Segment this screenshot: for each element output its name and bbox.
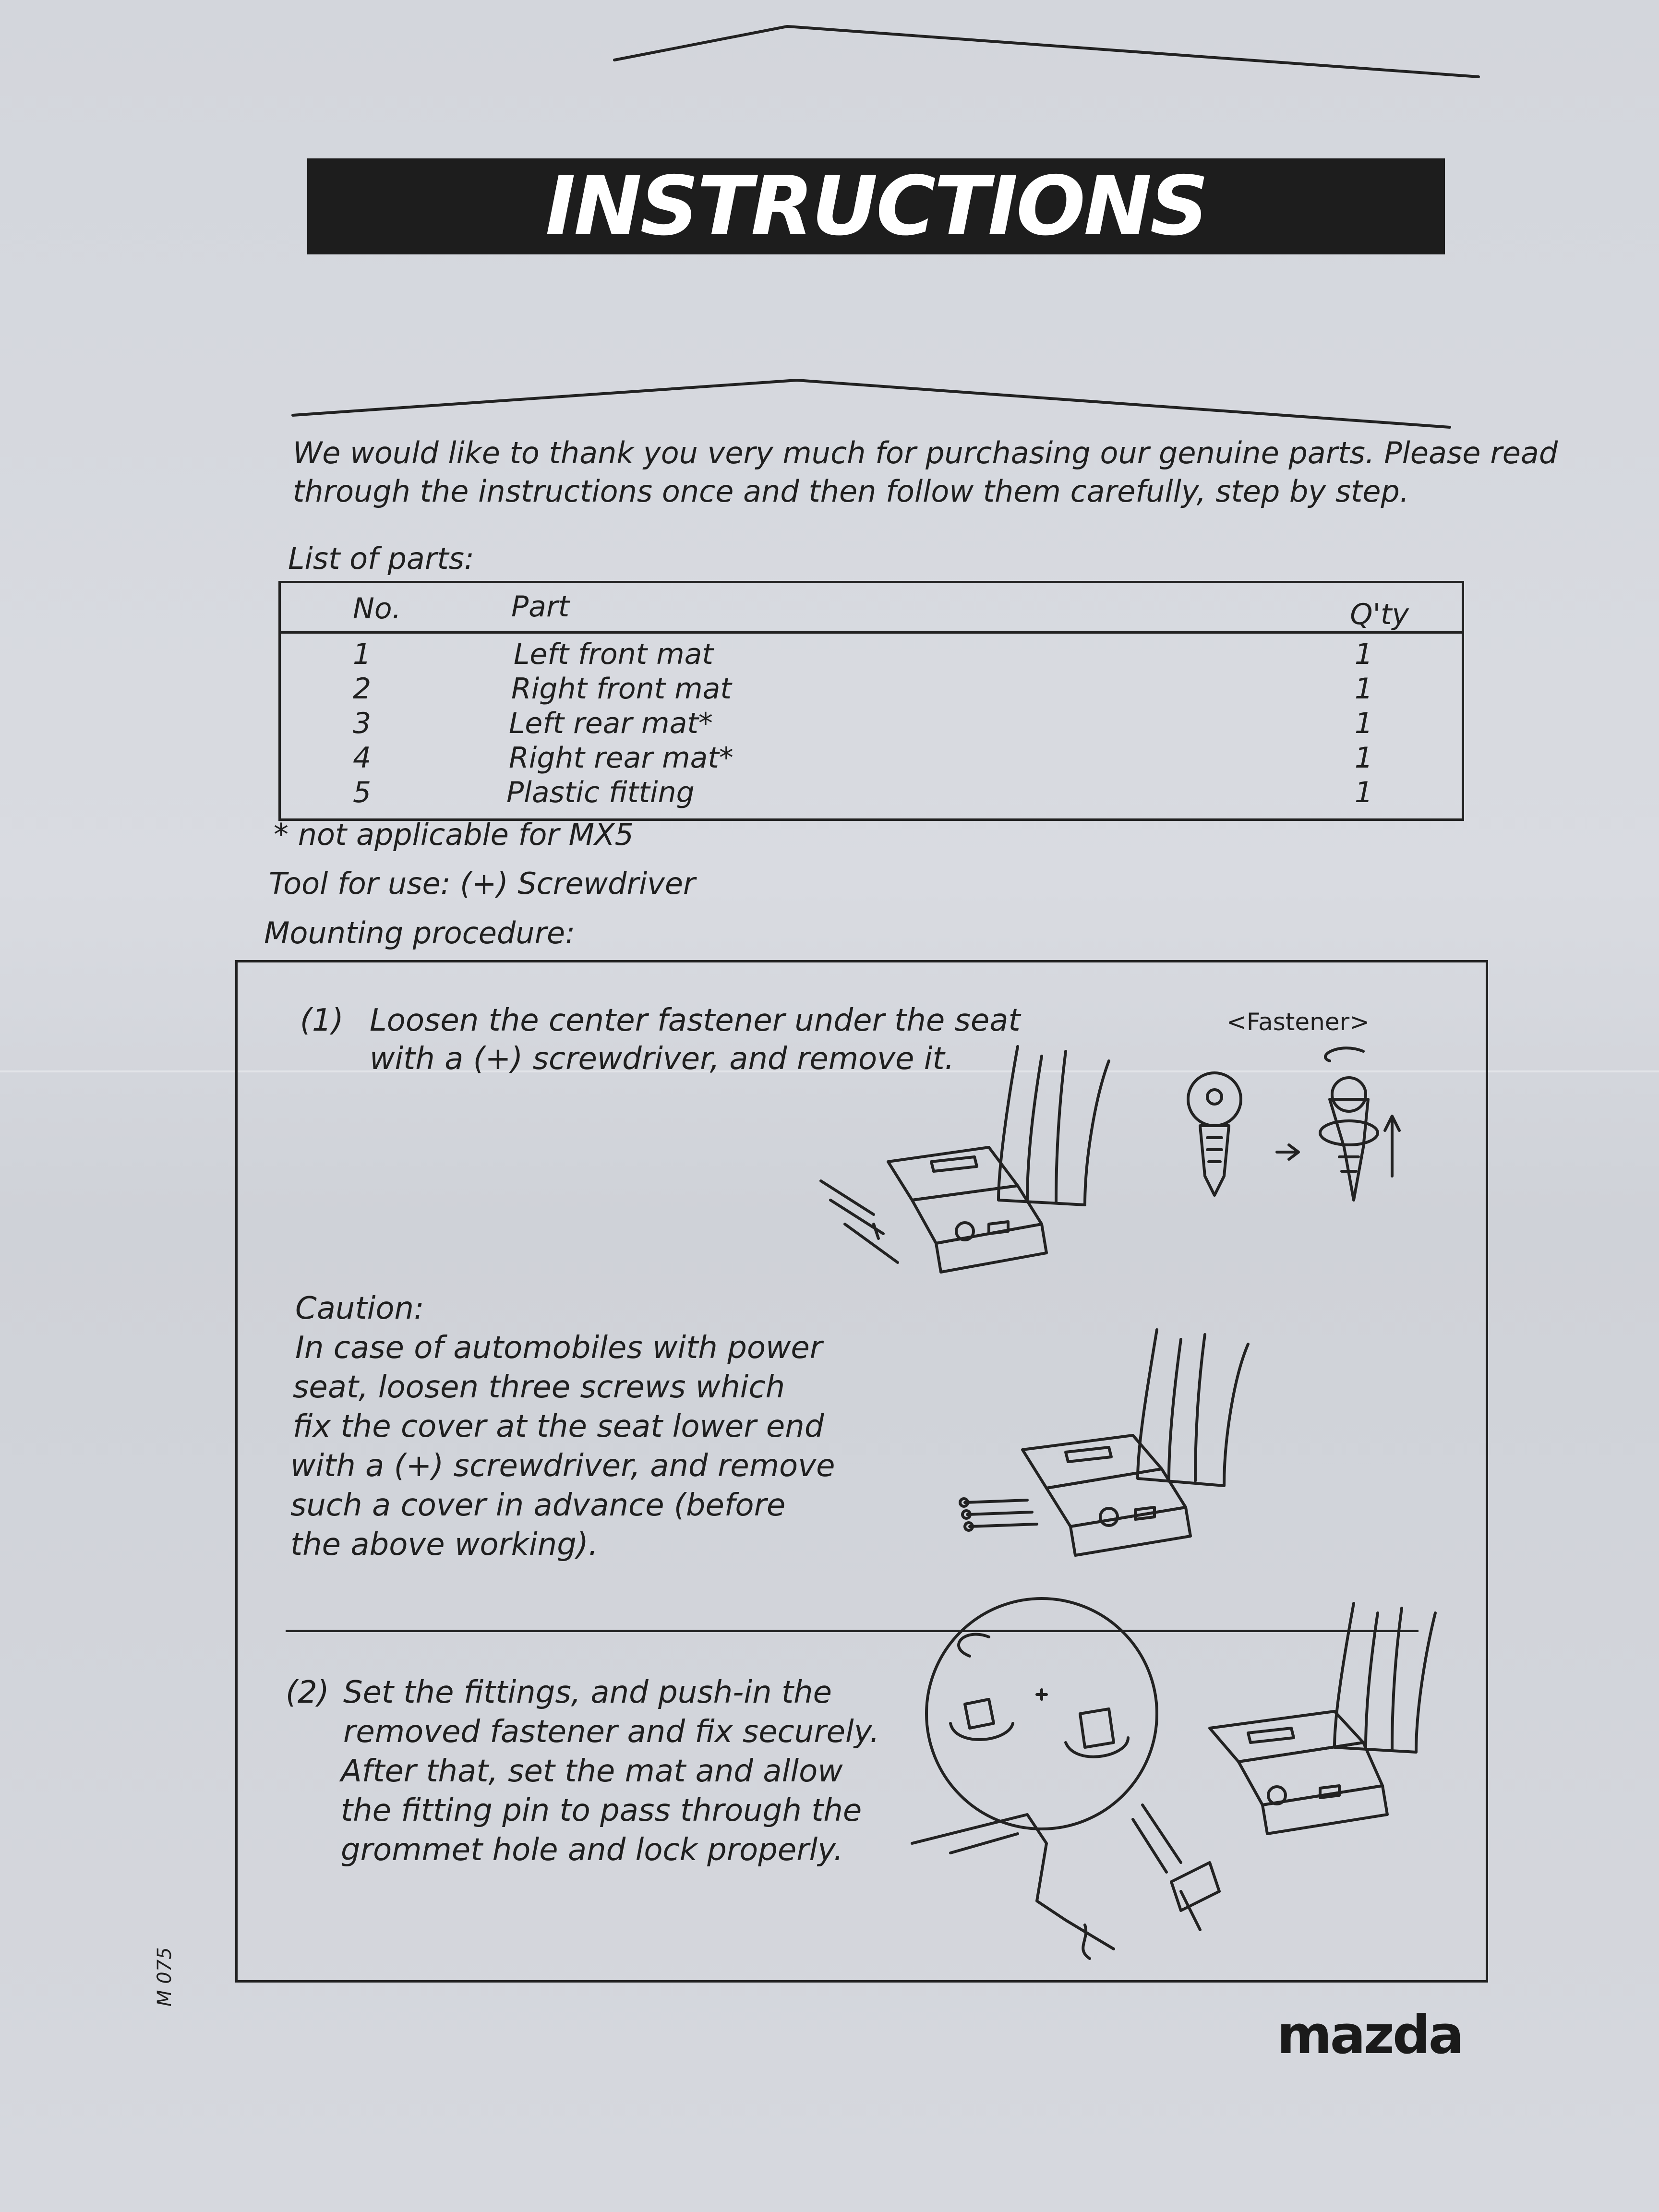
step-2-line: the fitting pin to pass through the xyxy=(341,1793,862,1828)
cell-no: 4 xyxy=(353,741,372,775)
cell-no: 5 xyxy=(353,776,372,809)
parts-table xyxy=(278,581,1464,821)
caution-line: fix the cover at the seat lower end xyxy=(293,1409,824,1444)
document-code: M 075 xyxy=(154,1947,176,2007)
fitting-illustration-step2 xyxy=(912,1594,1440,1978)
cell-no: 1 xyxy=(353,637,372,671)
tool-note: Tool for use: (+) Screwdriver xyxy=(269,866,696,901)
cell-part: Plastic fitting xyxy=(506,776,695,809)
cell-no: 2 xyxy=(353,672,372,706)
cell-qty: 1 xyxy=(1354,672,1373,706)
page-title: INSTRUCTIONS xyxy=(545,159,1207,254)
intro-line-1: We would like to thank you very much for purchasing our genuine parts. Please read xyxy=(293,435,1558,470)
power-seat-illustration xyxy=(955,1320,1272,1560)
step-1-line-1: Loosen the center fastener under the seat xyxy=(370,1003,1021,1038)
step-2-line: Set the fittings, and push-in the xyxy=(343,1675,832,1710)
table-row xyxy=(281,741,1462,775)
fastener-label: <Fastener> xyxy=(1226,1008,1370,1036)
cell-no: 3 xyxy=(353,707,372,740)
step-2-number: (2) xyxy=(286,1675,329,1710)
caution-line: such a cover in advance (before xyxy=(290,1488,786,1523)
table-row xyxy=(281,637,1462,672)
column-header-qty: Q'ty xyxy=(1350,598,1409,631)
cell-part: Right rear mat* xyxy=(509,741,733,775)
top-edge-line xyxy=(614,19,1488,91)
table-row xyxy=(281,706,1462,741)
column-header-part: Part xyxy=(511,590,570,624)
parts-footnote: * not applicable for MX5 xyxy=(274,817,634,852)
cell-qty: 1 xyxy=(1354,741,1373,775)
cell-qty: 1 xyxy=(1354,707,1373,740)
cell-part: Left front mat xyxy=(514,637,713,671)
cell-qty: 1 xyxy=(1354,637,1373,671)
step-1-line-2: with a (+) screwdriver, and remove it. xyxy=(370,1041,954,1077)
parts-heading: List of parts: xyxy=(288,541,474,576)
step-1-number: (1) xyxy=(300,1003,344,1038)
cell-part: Right front mat xyxy=(511,672,732,706)
cell-qty: 1 xyxy=(1354,776,1373,809)
intro-line-2: through the instructions once and then follow them carefully, step by step. xyxy=(293,474,1409,509)
step-2-line: grommet hole and lock properly. xyxy=(341,1832,843,1868)
mounting-heading: Mounting procedure: xyxy=(264,915,576,950)
table-row xyxy=(281,775,1462,810)
intro-rule xyxy=(293,374,1455,432)
caution-title: Caution: xyxy=(295,1291,424,1326)
step-2-line: removed fastener and fix securely. xyxy=(343,1714,880,1750)
caution-line: the above working). xyxy=(290,1527,599,1563)
cell-part: Left rear mat* xyxy=(509,707,713,740)
seat-illustration-step1 xyxy=(816,1042,1142,1282)
caution-line: with a (+) screwdriver, and remove xyxy=(290,1448,835,1484)
table-row xyxy=(281,672,1462,706)
caution-line: In case of automobiles with power xyxy=(295,1330,822,1366)
column-header-no: No. xyxy=(353,592,401,625)
step-2-line: After that, set the mat and allow xyxy=(341,1754,843,1789)
fastener-illustration xyxy=(1171,1042,1440,1243)
caution-line: seat, loosen three screws which xyxy=(293,1370,785,1405)
mazda-logo: mazda xyxy=(1277,2004,1462,2066)
parts-table-header xyxy=(281,583,1462,634)
title-banner xyxy=(307,158,1445,254)
